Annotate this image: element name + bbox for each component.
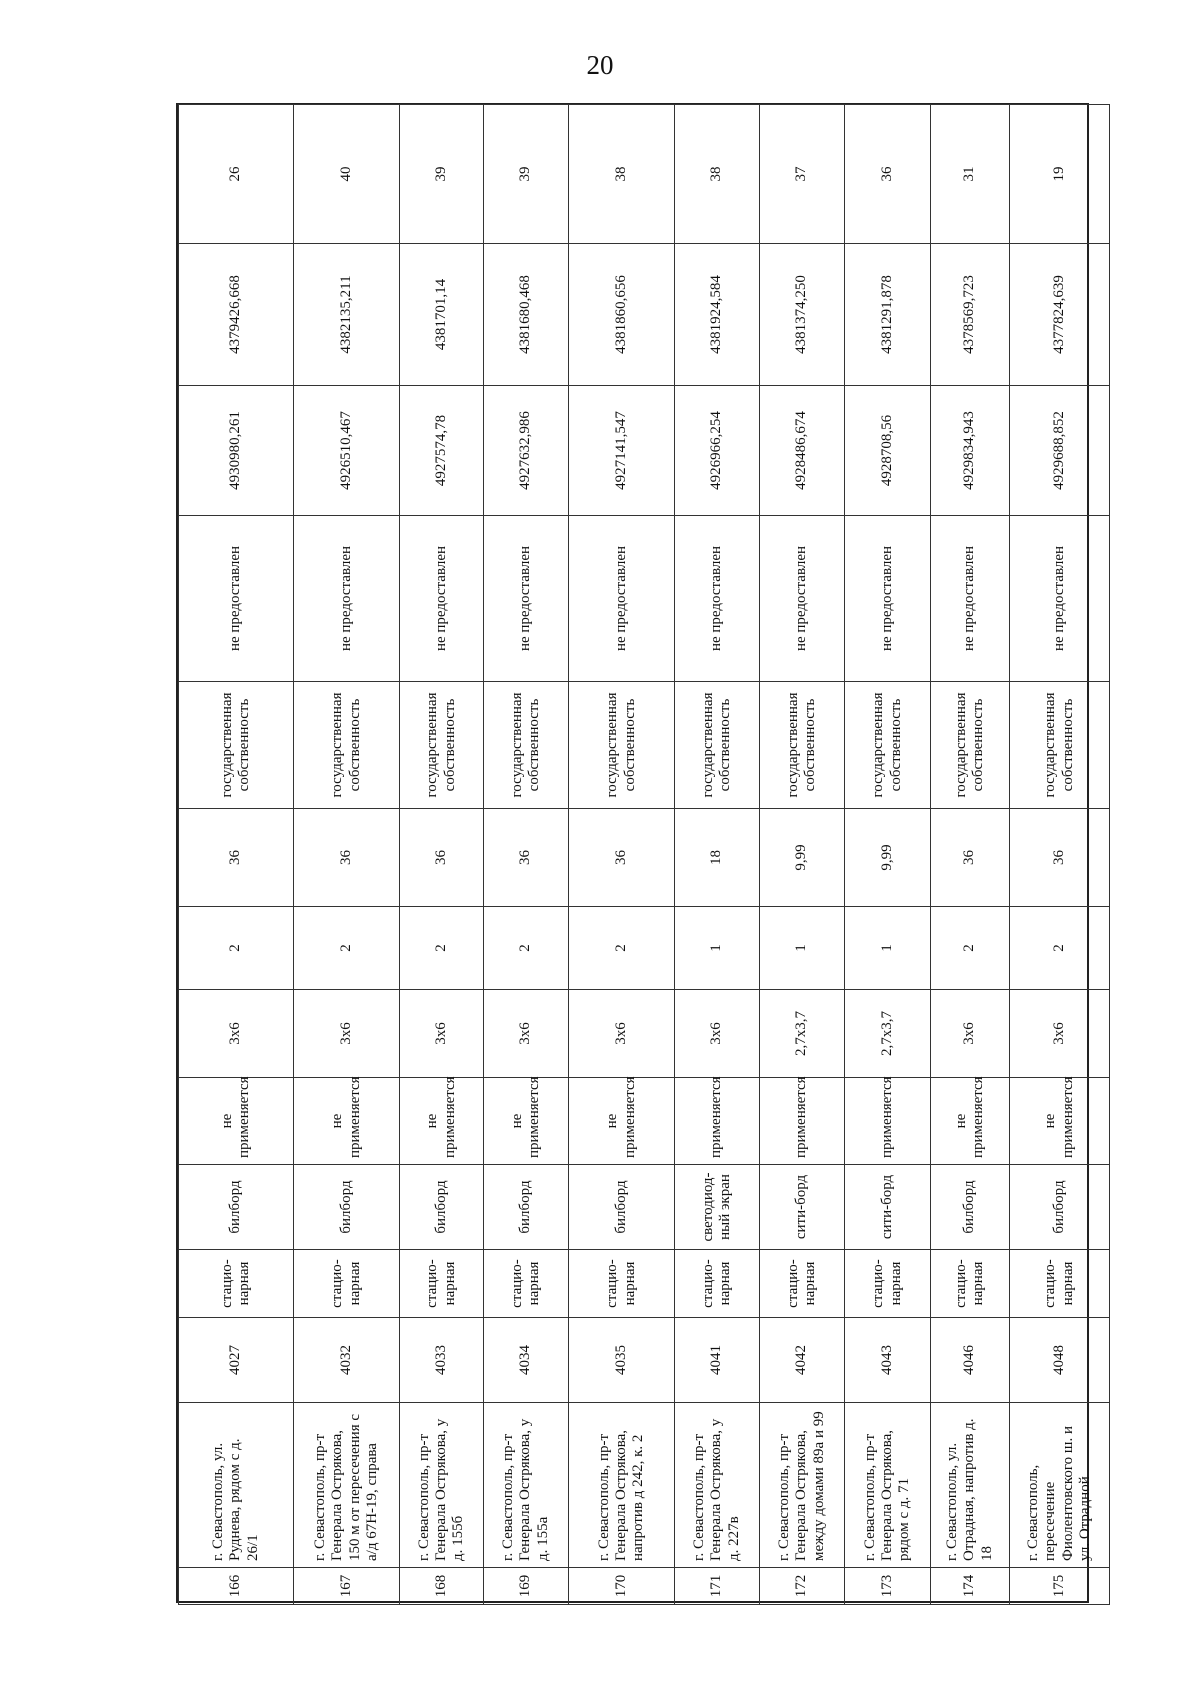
page-number: 20 xyxy=(586,50,614,80)
x-coordinate-cell: 4929688,852 xyxy=(1010,386,1110,516)
sides-cell: 1 xyxy=(675,907,760,990)
last-number-cell: 36 xyxy=(845,105,931,244)
cadastral-cell: не предоставлен xyxy=(179,516,294,682)
size-cell: 2,7х3,7 xyxy=(845,990,931,1078)
lighting-cell: не применяется xyxy=(294,1078,400,1165)
code-cell: 4033 xyxy=(400,1318,484,1403)
table-row xyxy=(845,105,931,1605)
y-coordinate-cell: 4381291,878 xyxy=(845,244,931,386)
size-cell: 3х6 xyxy=(675,990,760,1078)
cadastral-cell: не предоставлен xyxy=(931,516,1010,682)
area-cell: 36 xyxy=(294,809,400,907)
address-cell: г. Севастополь, ул. Руднева, рядом с д. 26/1 xyxy=(179,1403,294,1568)
code-cell: 4032 xyxy=(294,1318,400,1403)
code-cell: 4042 xyxy=(760,1318,845,1403)
y-coordinate-cell: 4381701,14 xyxy=(400,244,484,386)
sides-cell: 2 xyxy=(484,907,569,990)
ownership-cell: государственная собственность xyxy=(179,682,294,809)
ownership-cell: государственная собственность xyxy=(675,682,760,809)
cadastral-cell: не предоставлен xyxy=(294,516,400,682)
x-coordinate-cell: 4928486,674 xyxy=(760,386,845,516)
y-coordinate-cell: 4381680,468 xyxy=(484,244,569,386)
row-number: 168 xyxy=(400,1568,484,1605)
kind-cell: стацио-нарная xyxy=(1010,1250,1110,1318)
ownership-cell: государственная собственность xyxy=(931,682,1010,809)
last-number-cell: 39 xyxy=(400,105,484,244)
code-cell: 4041 xyxy=(675,1318,760,1403)
last-number-cell: 40 xyxy=(294,105,400,244)
table-row xyxy=(675,105,760,1605)
row-number: 169 xyxy=(484,1568,569,1605)
code-cell: 4048 xyxy=(1010,1318,1110,1403)
code-cell: 4046 xyxy=(931,1318,1010,1403)
last-number-cell: 37 xyxy=(760,105,845,244)
ownership-cell: государственная собственность xyxy=(484,682,569,809)
x-coordinate-cell: 4927632,986 xyxy=(484,386,569,516)
sides-cell: 2 xyxy=(294,907,400,990)
table-row xyxy=(484,105,569,1605)
address-cell: г. Севастополь, пр-т Генерала Острякова, у д. 155а xyxy=(484,1403,569,1568)
sides-cell: 2 xyxy=(179,907,294,990)
type-cell: билборд xyxy=(931,1165,1010,1250)
type-cell: сити-борд xyxy=(760,1165,845,1250)
x-coordinate-cell: 4927141,547 xyxy=(569,386,675,516)
x-coordinate-cell: 4928708,56 xyxy=(845,386,931,516)
area-cell: 36 xyxy=(179,809,294,907)
type-cell: билборд xyxy=(400,1165,484,1250)
x-coordinate-cell: 4926510,467 xyxy=(294,386,400,516)
code-cell: 4034 xyxy=(484,1318,569,1403)
ownership-cell: государственная собственность xyxy=(400,682,484,809)
ownership-cell: государственная собственность xyxy=(1010,682,1110,809)
type-cell: билборд xyxy=(1010,1165,1110,1250)
table-row xyxy=(760,105,845,1605)
lighting-cell: не применяется xyxy=(1010,1078,1110,1165)
kind-cell: стацио-нарная xyxy=(294,1250,400,1318)
lighting-cell: применяется xyxy=(675,1078,760,1165)
size-cell: 3х6 xyxy=(931,990,1010,1078)
y-coordinate-cell: 4378569,723 xyxy=(931,244,1010,386)
last-number-cell: 39 xyxy=(484,105,569,244)
area-cell: 9,99 xyxy=(760,809,845,907)
address-cell: г. Севастополь, ул. Отрадная, напротив д. 18 xyxy=(931,1403,1010,1568)
type-cell: билборд xyxy=(569,1165,675,1250)
kind-cell: стацио-нарная xyxy=(760,1250,845,1318)
area-cell: 9,99 xyxy=(845,809,931,907)
row-number: 167 xyxy=(294,1568,400,1605)
x-coordinate-cell: 4926966,254 xyxy=(675,386,760,516)
sides-cell: 2 xyxy=(931,907,1010,990)
row-number: 175 xyxy=(1010,1568,1110,1605)
lighting-cell: не применяется xyxy=(484,1078,569,1165)
size-cell: 3х6 xyxy=(400,990,484,1078)
row-number: 166 xyxy=(179,1568,294,1605)
code-cell: 4043 xyxy=(845,1318,931,1403)
kind-cell: стацио-нарная xyxy=(400,1250,484,1318)
area-cell: 36 xyxy=(1010,809,1110,907)
address-cell: г. Севастополь, пр-т Генерала Острякова, 150 м от пересечения с а/д 67Н-19, справа xyxy=(294,1403,400,1568)
cadastral-cell: не предоставлен xyxy=(1010,516,1110,682)
ownership-cell: государственная собственность xyxy=(845,682,931,809)
ownership-cell: государственная собственность xyxy=(294,682,400,809)
size-cell: 2,7х3,7 xyxy=(760,990,845,1078)
kind-cell: стацио-нарная xyxy=(931,1250,1010,1318)
table-row xyxy=(294,105,400,1605)
type-cell: билборд xyxy=(484,1165,569,1250)
area-cell: 36 xyxy=(931,809,1010,907)
y-coordinate-cell: 4381374,250 xyxy=(760,244,845,386)
table-row xyxy=(179,105,294,1605)
table-row xyxy=(931,105,1010,1605)
row-number: 171 xyxy=(675,1568,760,1605)
advertising-structures-table xyxy=(176,103,1093,1603)
size-cell: 3х6 xyxy=(569,990,675,1078)
lighting-cell: применяется xyxy=(760,1078,845,1165)
lighting-cell: не применяется xyxy=(569,1078,675,1165)
area-cell: 36 xyxy=(569,809,675,907)
row-number: 170 xyxy=(569,1568,675,1605)
type-cell: билборд xyxy=(294,1165,400,1250)
last-number-cell: 38 xyxy=(569,105,675,244)
cadastral-cell: не предоставлен xyxy=(400,516,484,682)
x-coordinate-cell: 4930980,261 xyxy=(179,386,294,516)
last-number-cell: 38 xyxy=(675,105,760,244)
address-cell: г. Севастополь, пересечение Фиолентовского ш. и ул. Отрадной xyxy=(1010,1403,1110,1568)
code-cell: 4027 xyxy=(179,1318,294,1403)
address-cell: г. Севастополь, пр-т Генерала Острякова, рядом с д. 71 xyxy=(845,1403,931,1568)
type-cell: светодиод-ный экран xyxy=(675,1165,760,1250)
address-cell: г. Севастополь, пр-т Генерала Острякова, между домами 89а и 99 xyxy=(760,1403,845,1568)
size-cell: 3х6 xyxy=(1010,990,1110,1078)
y-coordinate-cell: 4377824,639 xyxy=(1010,244,1110,386)
lighting-cell: не применяется xyxy=(400,1078,484,1165)
row-number: 173 xyxy=(845,1568,931,1605)
sides-cell: 2 xyxy=(1010,907,1110,990)
type-cell: билборд xyxy=(179,1165,294,1250)
table-row xyxy=(400,105,484,1605)
last-number-cell: 31 xyxy=(931,105,1010,244)
cadastral-cell: не предоставлен xyxy=(760,516,845,682)
sides-cell: 1 xyxy=(845,907,931,990)
kind-cell: стацио-нарная xyxy=(845,1250,931,1318)
y-coordinate-cell: 4379426,668 xyxy=(179,244,294,386)
area-cell: 36 xyxy=(484,809,569,907)
address-cell: г. Севастополь, пр-т Генерала Острякова, у д. 227в xyxy=(675,1403,760,1568)
cadastral-cell: не предоставлен xyxy=(484,516,569,682)
last-number-cell: 26 xyxy=(179,105,294,244)
y-coordinate-cell: 4382135,211 xyxy=(294,244,400,386)
row-number: 174 xyxy=(931,1568,1010,1605)
size-cell: 3х6 xyxy=(484,990,569,1078)
x-coordinate-cell: 4927574,78 xyxy=(400,386,484,516)
table-body xyxy=(178,104,1110,1605)
size-cell: 3х6 xyxy=(179,990,294,1078)
lighting-cell: не применяется xyxy=(931,1078,1010,1165)
area-cell: 18 xyxy=(675,809,760,907)
kind-cell: стацио-нарная xyxy=(179,1250,294,1318)
cadastral-cell: не предоставлен xyxy=(845,516,931,682)
area-cell: 36 xyxy=(400,809,484,907)
cadastral-cell: не предоставлен xyxy=(675,516,760,682)
lighting-cell: не применяется xyxy=(179,1078,294,1165)
cadastral-cell: не предоставлен xyxy=(569,516,675,682)
kind-cell: стацио-нарная xyxy=(569,1250,675,1318)
address-cell: г. Севастополь, пр-т Генерала Острякова, у д. 155б xyxy=(400,1403,484,1568)
size-cell: 3х6 xyxy=(294,990,400,1078)
sides-cell: 2 xyxy=(569,907,675,990)
x-coordinate-cell: 4929834,943 xyxy=(931,386,1010,516)
table-row xyxy=(1010,105,1110,1605)
row-number: 172 xyxy=(760,1568,845,1605)
y-coordinate-cell: 4381924,584 xyxy=(675,244,760,386)
lighting-cell: применяется xyxy=(845,1078,931,1165)
table-row xyxy=(569,105,675,1605)
address-cell: г. Севастополь, пр-т Генерала Острякова, напротив д 242, к. 2 xyxy=(569,1403,675,1568)
code-cell: 4035 xyxy=(569,1318,675,1403)
sides-cell: 2 xyxy=(400,907,484,990)
ownership-cell: государственная собственность xyxy=(569,682,675,809)
type-cell: сити-борд xyxy=(845,1165,931,1250)
ownership-cell: государственная собственность xyxy=(760,682,845,809)
sides-cell: 1 xyxy=(760,907,845,990)
kind-cell: стацио-нарная xyxy=(484,1250,569,1318)
y-coordinate-cell: 4381860,656 xyxy=(569,244,675,386)
last-number-cell: 19 xyxy=(1010,105,1110,244)
kind-cell: стацио-нарная xyxy=(675,1250,760,1318)
